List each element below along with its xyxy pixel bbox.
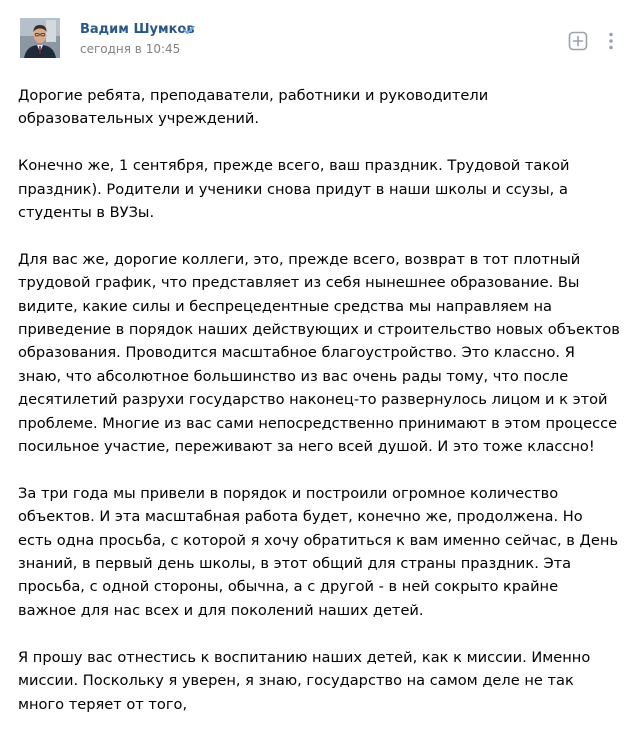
post-paragraph: Дорогие ребята, преподаватели, работники и руководители образовательных учреждений. bbox=[18, 87, 489, 128]
post-paragraph: За три года мы привели в порядок и построили огромное количество объектов. И эта масштабная работа будет, конечно же, продолжена. Но есть одна просьба, с которой я хочу обратиться к вам именно сейчас, в День знаний, в первый день школы, в этот общий для страны праздник. Эта просьба, с одной стороны, обычна, а с другой - в ней сокрыто крайне важное для нас всех и для поколений наших детей. bbox=[18, 484, 619, 619]
more-actions-button[interactable] bbox=[600, 30, 622, 52]
post-paragraph: Для вас же, дорогие коллеги, это, прежде всего, возврат в тот плотный трудовой график, что представляет из себя нынешнее образование. Вы видите, какие силы и беспрецедентные средства мы направляем на приведение в порядок наших действующих и строительство новых объектов образования. Проводится масштабное благоустройство. Это классно. Я знаю, что абсолютное большинство из вас очень рады тому, что после десятилетий разрухи государство наконец-то развернулось лицом и к этой проблеме. Многие из вас сами непосредственно принимают в этом процессе посильное участие, переживают за него всей душой. И это тоже классно! bbox=[18, 250, 620, 456]
plus-square-icon bbox=[568, 31, 588, 51]
more-vertical-icon bbox=[601, 31, 621, 51]
post-text bbox=[18, 84, 620, 739]
author-name-link[interactable]: Вадим Шумков bbox=[80, 22, 195, 37]
post-timestamp[interactable]: сегодня в 10:45 bbox=[80, 42, 181, 56]
post-paragraph: Конечно же, 1 сентября, прежде всего, ваш праздник. Трудовой такой праздник). Родители и ученики снова придут в наши школы и ссузы, а студенты в ВУЗы. bbox=[18, 157, 570, 222]
author-avatar[interactable] bbox=[20, 18, 60, 58]
verified-check-icon bbox=[183, 25, 195, 35]
post-paragraph: Я прошу вас отнестись к воспитанию наших детей, как к миссии. Именно миссии. Поскольку я уверен, я знаю, государство на самом деле не так много теряет от того, bbox=[18, 648, 591, 713]
user-avatar-photo bbox=[20, 18, 60, 58]
add-post-button[interactable] bbox=[567, 30, 589, 52]
